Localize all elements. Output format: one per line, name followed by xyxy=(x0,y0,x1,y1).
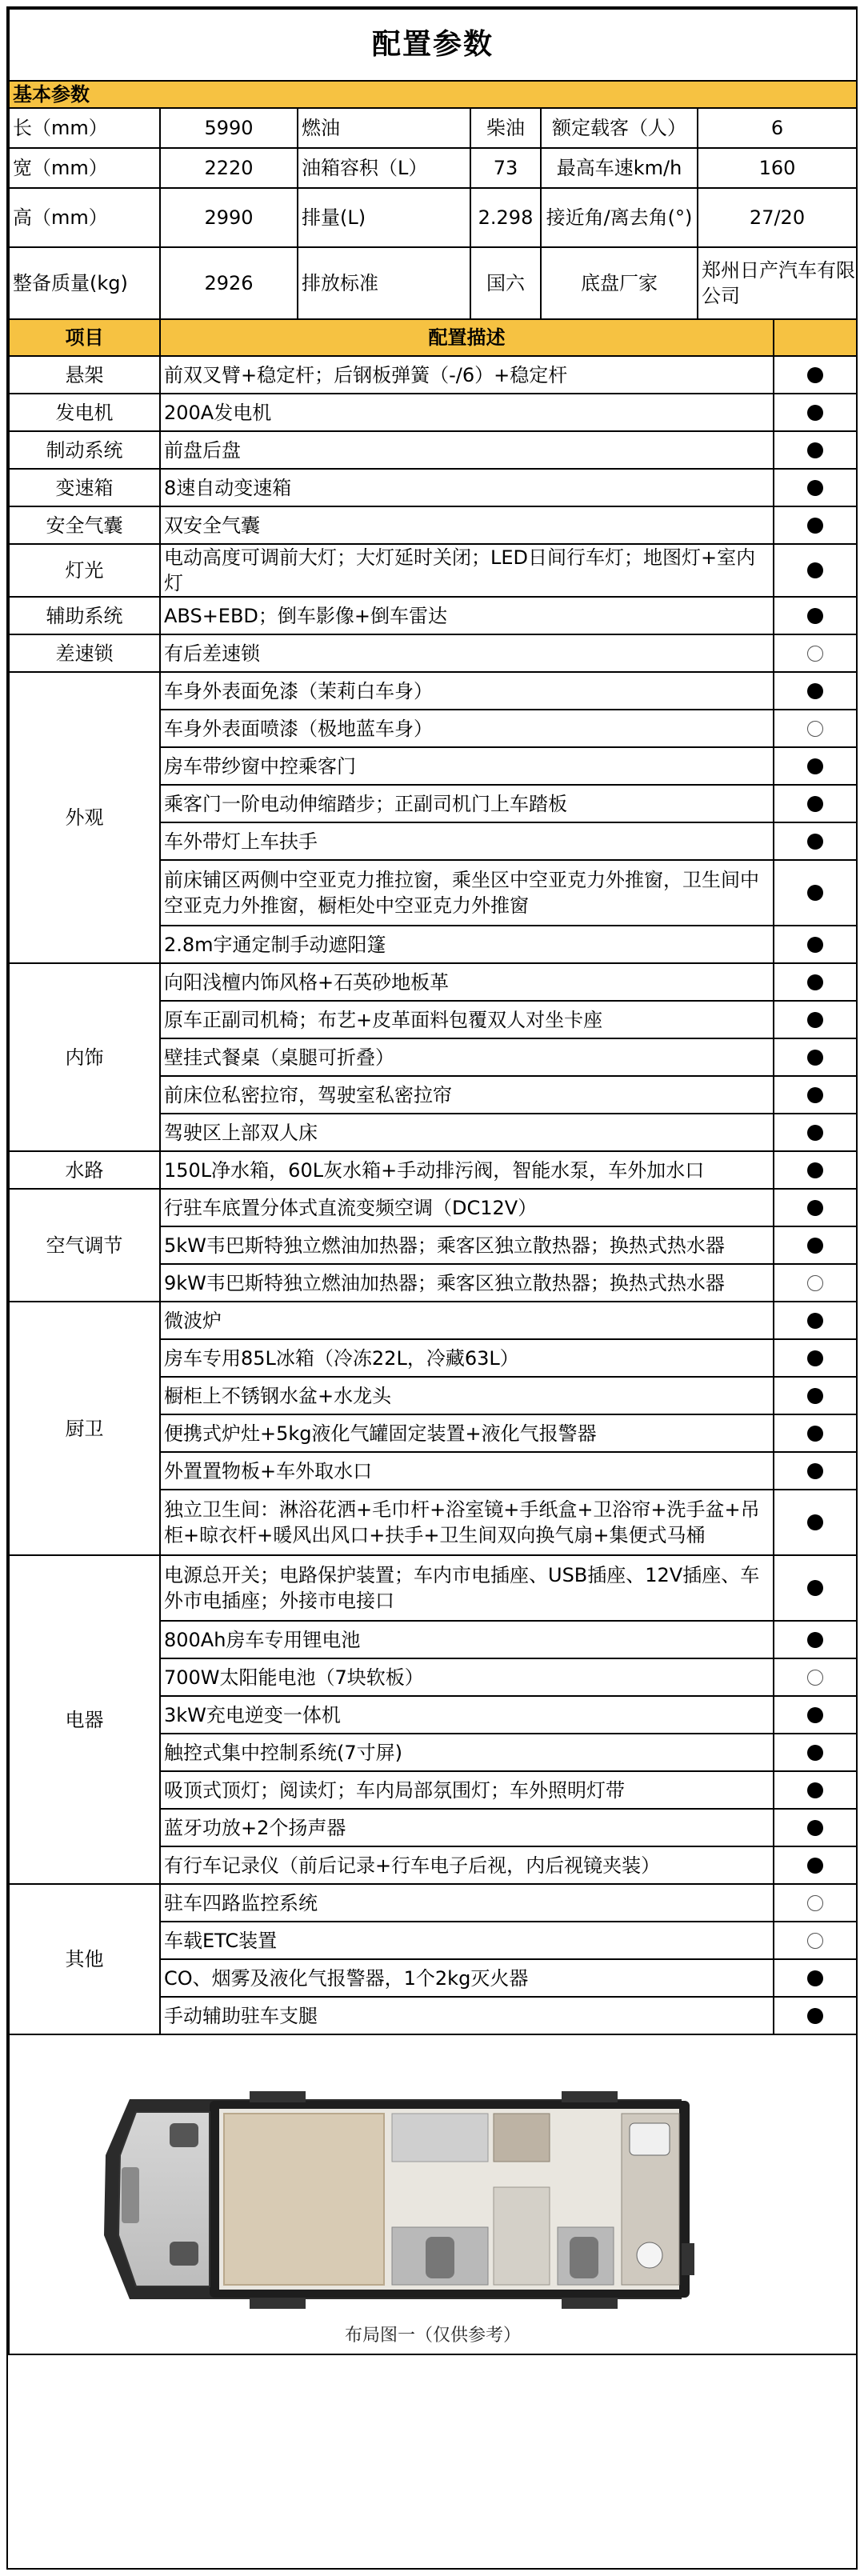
config-mark-cell xyxy=(774,1846,857,1884)
config-description: 150L净水箱，60L灰水箱+手动排污阀，智能水泵，车外加水口 xyxy=(160,1151,774,1189)
spec-cell: 2990 xyxy=(160,188,298,247)
category-label: 外观 xyxy=(9,672,160,963)
standard-dot-icon xyxy=(807,1313,823,1329)
standard-dot-icon xyxy=(807,562,823,578)
optional-circle-icon xyxy=(807,1933,823,1949)
spec-cell: 2.298 xyxy=(470,188,541,247)
category-label: 发电机 xyxy=(9,394,160,431)
config-description: 电源总开关；电路保护装置；车内市电插座、USB插座、12V插座、车外市电插座；外接市电接口 xyxy=(160,1555,774,1621)
config-mark-cell xyxy=(774,1264,857,1302)
config-mark-cell xyxy=(774,860,857,926)
spec-row xyxy=(9,148,857,188)
config-mark-cell xyxy=(774,1922,857,1959)
standard-dot-icon xyxy=(807,1012,823,1028)
config-mark-cell xyxy=(774,1997,857,2034)
standard-dot-icon xyxy=(807,367,823,383)
config-description: 前床铺区两侧中空亚克力推拉窗，乘坐区中空亚克力外推窗，卫生间中空亚克力外推窗，橱柜处中空亚克力外推窗 xyxy=(160,860,774,926)
config-description: 电动高度可调前大灯；大灯延时关闭；LED日间行车灯；地图灯+室内灯 xyxy=(160,544,774,597)
config-description: 乘客门一阶电动伸缩踏步；正副司机门上车踏板 xyxy=(160,785,774,822)
config-row xyxy=(9,506,857,544)
standard-dot-icon xyxy=(807,974,823,990)
config-description: 原车正副司机椅；布艺+皮革面料包覆双人对坐卡座 xyxy=(160,1001,774,1038)
spec-cell: 接近角/离去角(°) xyxy=(541,188,698,247)
config-mark-cell xyxy=(774,822,857,860)
rv-body xyxy=(104,2091,694,2309)
config-row xyxy=(9,672,857,710)
standard-dot-icon xyxy=(807,1782,823,1798)
category-label: 安全气囊 xyxy=(9,506,160,544)
spec-cell: 6 xyxy=(698,108,857,148)
config-description: 向阳浅檀内饰风格+石英砂地板革 xyxy=(160,963,774,1001)
category-label: 内饰 xyxy=(9,963,160,1151)
spec-cell: 长（mm） xyxy=(9,108,160,148)
spec-cell: 2926 xyxy=(160,247,298,319)
header-item: 项目 xyxy=(9,319,160,356)
config-description: 微波炉 xyxy=(160,1302,774,1339)
config-mark-cell xyxy=(774,710,857,747)
spec-cell: 油箱容积（L） xyxy=(298,148,470,188)
image-caption: 布局图一（仅供参考） xyxy=(345,2326,522,2346)
config-description: 触控式集中控制系统(7寸屏) xyxy=(160,1734,774,1771)
config-description: 车外带灯上车扶手 xyxy=(160,822,774,860)
standard-dot-icon xyxy=(807,518,823,534)
standard-dot-icon xyxy=(807,1707,823,1723)
category-label: 制动系统 xyxy=(9,431,160,469)
config-mark-cell xyxy=(774,1490,857,1555)
spec-cell: 排量(L) xyxy=(298,188,470,247)
optional-circle-icon xyxy=(807,1670,823,1686)
spec-cell: 柴油 xyxy=(470,108,541,148)
config-description: 独立卫生间：淋浴花洒+毛巾杆+浴室镜+手纸盒+卫浴帘+洗手盆+吊柜+晾衣杆+暖风出风口+扶手+卫生间双向换气扇+集便式马桶 xyxy=(160,1490,774,1555)
config-description: 700W太阳能电池（7块软板） xyxy=(160,1658,774,1696)
config-mark-cell xyxy=(774,1959,857,1997)
config-header-row xyxy=(9,319,857,356)
header-mark xyxy=(774,319,857,356)
config-description: 前盘后盘 xyxy=(160,431,774,469)
standard-dot-icon xyxy=(807,1125,823,1141)
config-description: 9kW韦巴斯特独立燃油加热器；乘客区独立散热器；换热式热水器 xyxy=(160,1264,774,1302)
standard-dot-icon xyxy=(807,683,823,699)
config-description: ABS+EBD；倒车影像+倒车雷达 xyxy=(160,597,774,634)
optional-circle-icon xyxy=(807,646,823,662)
config-row xyxy=(9,469,857,506)
category-label: 悬架 xyxy=(9,356,160,394)
spec-row xyxy=(9,108,857,148)
standard-dot-icon xyxy=(807,1087,823,1103)
config-mark-cell xyxy=(774,544,857,597)
config-description: 前床位私密拉帘，驾驶室私密拉帘 xyxy=(160,1076,774,1114)
config-row xyxy=(9,597,857,634)
category-label: 厨卫 xyxy=(9,1302,160,1555)
config-description: 5kW韦巴斯特独立燃油加热器；乘客区独立散热器；换热式热水器 xyxy=(160,1226,774,1264)
config-mark-cell xyxy=(774,634,857,672)
floor-plan-illustration xyxy=(10,2035,858,2323)
config-mark-cell xyxy=(774,1884,857,1922)
config-row xyxy=(9,1189,857,1226)
config-mark-cell xyxy=(774,1076,857,1114)
spec-cell: 国六 xyxy=(470,247,541,319)
category-label: 电器 xyxy=(9,1555,160,1884)
standard-dot-icon xyxy=(807,1388,823,1404)
standard-dot-icon xyxy=(807,1580,823,1596)
optional-circle-icon xyxy=(807,721,823,737)
spec-cell: 73 xyxy=(470,148,541,188)
config-description: 外置置物板+车外取水口 xyxy=(160,1452,774,1490)
config-description: 吸顶式顶灯；阅读灯；车内局部氛围灯；车外照明灯带 xyxy=(160,1771,774,1809)
category-label: 水路 xyxy=(9,1151,160,1189)
config-row xyxy=(9,356,857,394)
config-row xyxy=(9,634,857,672)
standard-dot-icon xyxy=(807,1970,823,1986)
standard-dot-icon xyxy=(807,937,823,953)
config-mark-cell xyxy=(774,1377,857,1414)
config-mark-cell xyxy=(774,1001,857,1038)
config-description: 壁挂式餐桌（桌腿可折叠） xyxy=(160,1038,774,1076)
config-description: 8速自动变速箱 xyxy=(160,469,774,506)
config-mark-cell xyxy=(774,926,857,963)
config-description: 车身外表面喷漆（极地蓝车身） xyxy=(160,710,774,747)
standard-dot-icon xyxy=(807,1238,823,1254)
config-mark-cell xyxy=(774,1734,857,1771)
standard-dot-icon xyxy=(807,1200,823,1216)
category-label: 空气调节 xyxy=(9,1189,160,1302)
config-description: CO、烟雾及液化气报警器，1个2kg灭火器 xyxy=(160,1959,774,1997)
standard-dot-icon xyxy=(807,1463,823,1479)
config-description: 车载ETC装置 xyxy=(160,1922,774,1959)
config-mark-cell xyxy=(774,1696,857,1734)
standard-dot-icon xyxy=(807,1632,823,1648)
config-mark-cell xyxy=(774,1151,857,1189)
config-mark-cell xyxy=(774,506,857,544)
config-description: 有后差速锁 xyxy=(160,634,774,672)
spec-cell: 排放标准 xyxy=(298,247,470,319)
standard-dot-icon xyxy=(807,1858,823,1874)
spec-cell: 高（mm） xyxy=(9,188,160,247)
config-mark-cell xyxy=(774,785,857,822)
config-mark-cell xyxy=(774,747,857,785)
config-row xyxy=(9,1302,857,1339)
spec-cell: 底盘厂家 xyxy=(541,247,698,319)
standard-dot-icon xyxy=(807,1820,823,1836)
spec-cell: 27/20 xyxy=(698,188,857,247)
spec-cell: 郑州日产汽车有限公司 xyxy=(698,247,857,319)
standard-dot-icon xyxy=(807,1162,823,1178)
config-description: 800Ah房车专用锂电池 xyxy=(160,1621,774,1658)
config-mark-cell xyxy=(774,1414,857,1452)
config-mark-cell xyxy=(774,1452,857,1490)
standard-dot-icon xyxy=(807,1745,823,1761)
config-mark-cell xyxy=(774,597,857,634)
spec-cell: 整备质量(kg) xyxy=(9,247,160,319)
config-mark-cell xyxy=(774,1771,857,1809)
config-row xyxy=(9,431,857,469)
config-description: 便携式炉灶+5kg液化气罐固定装置+液化气报警器 xyxy=(160,1414,774,1452)
category-label: 灯光 xyxy=(9,544,160,597)
config-row xyxy=(9,963,857,1001)
standard-dot-icon xyxy=(807,405,823,421)
basic-section-title: 基本参数 xyxy=(9,81,857,108)
optional-circle-icon xyxy=(807,1895,823,1911)
standard-dot-icon xyxy=(807,758,823,774)
spec-cell: 2220 xyxy=(160,148,298,188)
config-mark-cell xyxy=(774,356,857,394)
config-mark-cell xyxy=(774,1038,857,1076)
optional-circle-icon xyxy=(807,1275,823,1291)
spec-cell: 额定载客（人） xyxy=(541,108,698,148)
config-mark-cell xyxy=(774,1189,857,1226)
config-mark-cell xyxy=(774,1226,857,1264)
config-description: 前双叉臂+稳定杆；后钢板弹簧（-/6）+稳定杆 xyxy=(160,356,774,394)
config-description: 3kW充电逆变一体机 xyxy=(160,1696,774,1734)
config-description: 房车带纱窗中控乘客门 xyxy=(160,747,774,785)
spec-cell: 燃油 xyxy=(298,108,470,148)
standard-dot-icon xyxy=(807,1050,823,1066)
standard-dot-icon xyxy=(807,2008,823,2024)
standard-dot-icon xyxy=(807,834,823,850)
standard-dot-icon xyxy=(807,608,823,624)
config-mark-cell xyxy=(774,1809,857,1846)
spec-cell: 5990 xyxy=(160,108,298,148)
config-mark-cell xyxy=(774,1302,857,1339)
config-row xyxy=(9,1555,857,1621)
config-description: 双安全气囊 xyxy=(160,506,774,544)
config-mark-cell xyxy=(774,431,857,469)
spec-cell: 宽（mm） xyxy=(9,148,160,188)
spec-cell: 160 xyxy=(698,148,857,188)
config-row xyxy=(9,394,857,431)
standard-dot-icon xyxy=(807,442,823,458)
config-mark-cell xyxy=(774,469,857,506)
spec-row xyxy=(9,247,857,319)
category-label: 其他 xyxy=(9,1884,160,2034)
config-description: 驾驶区上部双人床 xyxy=(160,1114,774,1151)
standard-dot-icon xyxy=(807,796,823,812)
category-label: 变速箱 xyxy=(9,469,160,506)
standard-dot-icon xyxy=(807,885,823,901)
config-row xyxy=(9,1151,857,1189)
header-desc: 配置描述 xyxy=(160,319,774,356)
config-sheet xyxy=(6,6,858,2570)
config-mark-cell xyxy=(774,963,857,1001)
category-label: 辅助系统 xyxy=(9,597,160,634)
config-row xyxy=(9,1884,857,1922)
config-mark-cell xyxy=(774,1621,857,1658)
standard-dot-icon xyxy=(807,1426,823,1442)
config-description: 驻车四路监控系统 xyxy=(160,1884,774,1922)
standard-dot-icon xyxy=(807,480,823,496)
config-description: 200A发电机 xyxy=(160,394,774,431)
config-mark-cell xyxy=(774,1658,857,1696)
config-mark-cell xyxy=(774,1114,857,1151)
standard-dot-icon xyxy=(807,1514,823,1530)
config-mark-cell xyxy=(774,394,857,431)
layout-image-row xyxy=(9,2034,857,2354)
config-mark-cell xyxy=(774,672,857,710)
config-table xyxy=(8,8,858,2355)
category-label: 差速锁 xyxy=(9,634,160,672)
config-description: 橱柜上不锈钢水盆+水龙头 xyxy=(160,1377,774,1414)
standard-dot-icon xyxy=(807,1350,823,1366)
config-description: 行驻车底置分体式直流变频空调（DC12V） xyxy=(160,1189,774,1226)
page-title: 配置参数 xyxy=(9,9,857,81)
layout-image-cell xyxy=(9,2034,857,2354)
config-mark-cell xyxy=(774,1555,857,1621)
config-row xyxy=(9,544,857,597)
spec-row xyxy=(9,188,857,247)
config-description: 2.8m宇通定制手动遮阳篷 xyxy=(160,926,774,963)
spec-cell: 最高车速km/h xyxy=(541,148,698,188)
config-description: 房车专用85L冰箱（冷冻22L，冷藏63L） xyxy=(160,1339,774,1377)
config-description: 手动辅助驻车支腿 xyxy=(160,1997,774,2034)
config-description: 有行车记录仪（前后记录+行车电子后视，内后视镜夹装） xyxy=(160,1846,774,1884)
config-description: 车身外表面免漆（茉莉白车身） xyxy=(160,672,774,710)
config-description: 蓝牙功放+2个扬声器 xyxy=(160,1809,774,1846)
config-mark-cell xyxy=(774,1339,857,1377)
